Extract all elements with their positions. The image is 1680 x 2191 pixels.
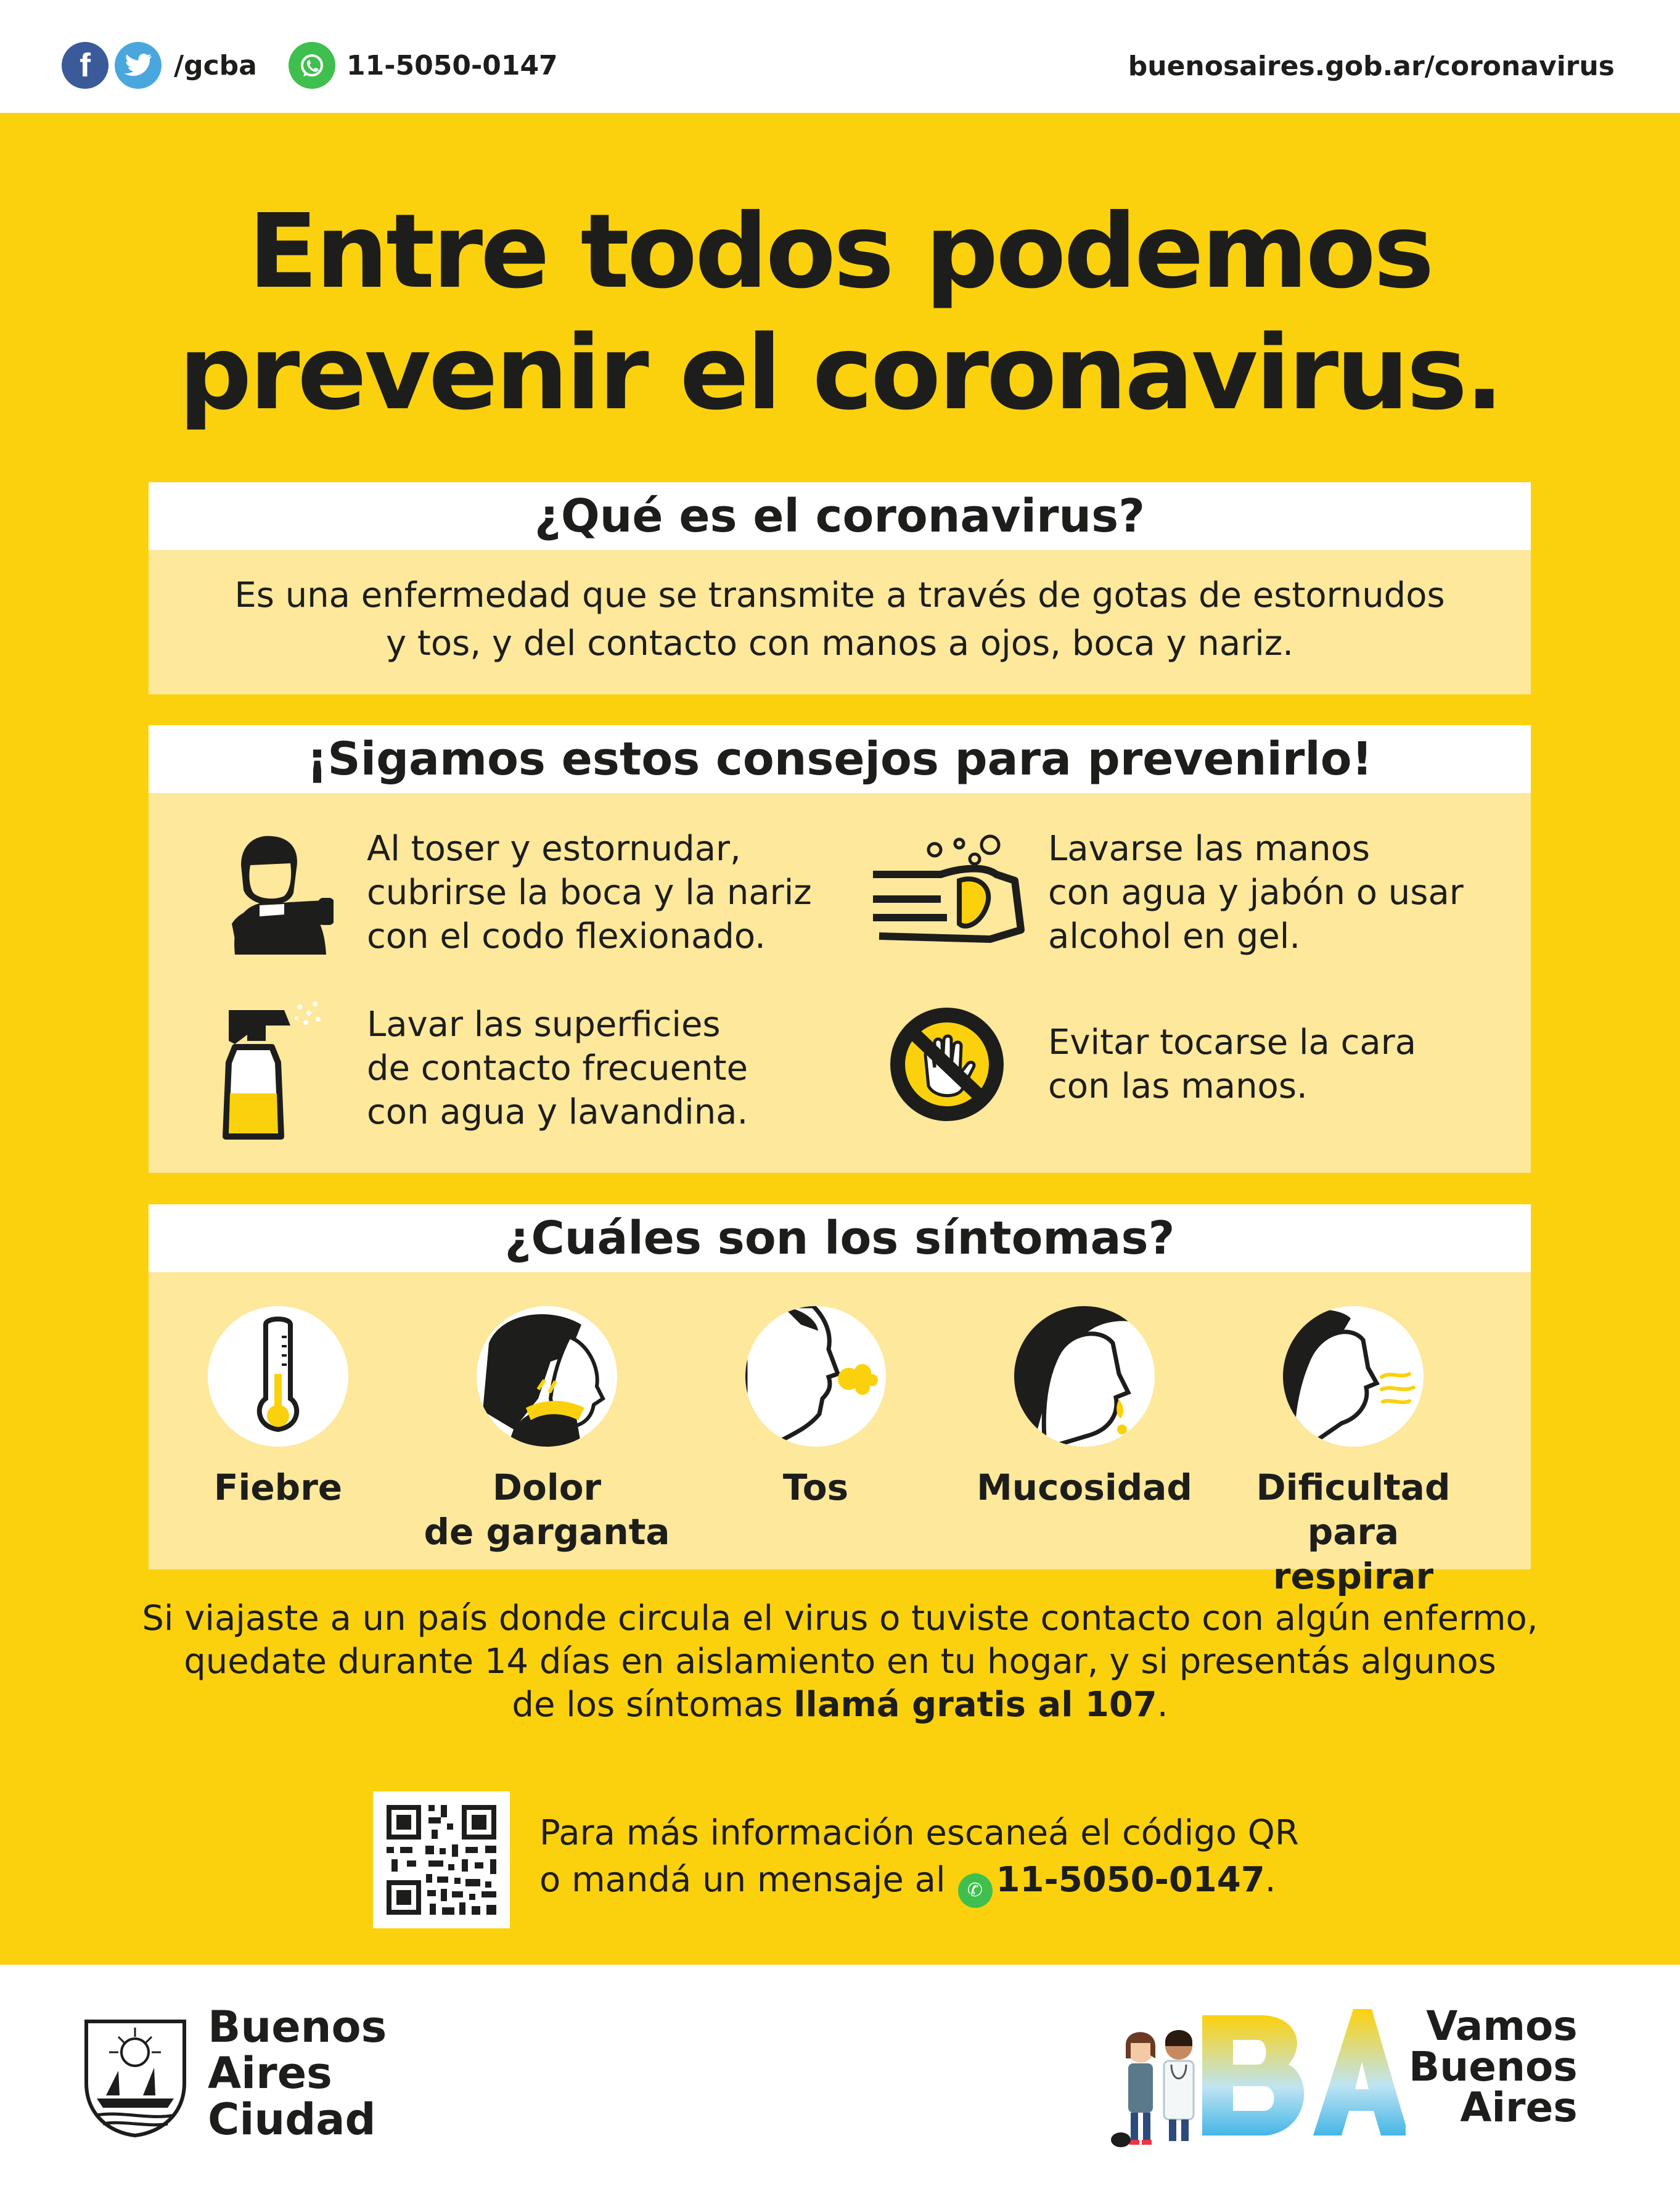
advice-line-3: [0, 1683, 1680, 1727]
tip-4-line-1: Evitar tocarse la cara: [1048, 1022, 1417, 1063]
page-title: [0, 191, 1680, 434]
campaign-line-3: Aires: [1460, 2084, 1578, 2131]
symptom-sore-throat-label: [417, 1465, 676, 1554]
advice-line-3-prefix: de los síntomas: [512, 1685, 794, 1725]
tip-hand-washing: [854, 827, 1464, 958]
social-handle[interactable]: /gcba: [174, 49, 257, 81]
cough-icon: [745, 1306, 886, 1447]
whatsapp-contact: [289, 42, 558, 89]
whatsapp-number[interactable]: 11-5050-0147: [346, 49, 558, 81]
advice-line-2: quedate durante 14 días en aislamiento en tu hogar, y si presentás algunos: [184, 1642, 1496, 1682]
tip-3-line-1: Lavar las superficies: [367, 1005, 721, 1045]
what-is-line-1: Es una enfermedad que se transmite a través de gotas de estornudos: [234, 575, 1445, 615]
symptom-fever-label: [149, 1465, 408, 1510]
more-info-line-2-prefix: o mandá un mensaje al: [539, 1860, 946, 1900]
more-info-line-2: [539, 1857, 1299, 1908]
advice-line-3-suffix: .: [1157, 1685, 1168, 1725]
whatsapp-icon[interactable]: [289, 42, 335, 89]
tip-4-text: [1048, 1021, 1416, 1108]
tip-2-line-2: con agua y jabón o usar: [1048, 873, 1464, 913]
headline-line-1: Entre todos podemos: [248, 192, 1432, 311]
whatsapp-small-icon: ✆: [958, 1873, 993, 1908]
what-is-description: [149, 572, 1531, 668]
sore-throat-line-2: de garganta: [424, 1511, 670, 1553]
twitter-icon[interactable]: [115, 42, 162, 89]
tip-1-line-1: Al toser y estornudar,: [367, 829, 741, 869]
campaign-line-1: Vamos: [1426, 2002, 1578, 2050]
tip-4-line-2: con las manos.: [1048, 1066, 1308, 1106]
tip-2-line-3: alcohol en gel.: [1048, 916, 1301, 956]
what-is-title: ¿Qué es el coronavirus?: [149, 482, 1531, 550]
tips-title: ¡Sigamos estos consejos para prevenirlo!: [149, 725, 1531, 793]
hotline-call[interactable]: llamá gratis al 107: [793, 1685, 1157, 1725]
characters-illustration: [1111, 2030, 1194, 2147]
ba-campaign-mark: [1110, 1997, 1406, 2157]
fever-line-1: Fiebre: [213, 1466, 343, 1508]
symptom-mucus-label: [955, 1465, 1214, 1510]
headline-line-2: prevenir el coronavirus.: [178, 314, 1502, 433]
runny-nose-icon: [1014, 1306, 1155, 1447]
city-seal-icon: [81, 2009, 189, 2139]
vamos-buenos-aires-logo: [1110, 1997, 1603, 2157]
symptom-sore-throat: [417, 1306, 676, 1554]
city-logo-line-1: Buenos: [208, 2002, 387, 2052]
spray-bottle-icon: [173, 1007, 358, 1130]
facebook-icon[interactable]: f: [62, 42, 109, 89]
breathing-difficulty-icon: [1283, 1306, 1424, 1447]
what-is-line-2: y tos, y del contacto con manos a ojos, boca y nariz.: [385, 623, 1294, 664]
symptoms-title: ¿Cuáles son los síntomas?: [149, 1204, 1531, 1272]
sore-throat-line-1: Dolor: [492, 1466, 602, 1508]
campaign-line-2: Buenos: [1409, 2043, 1578, 2090]
more-info-line-1: Para más información escaneá el código QR: [539, 1813, 1299, 1853]
tip-3-text: [367, 1003, 748, 1134]
cough-line-1: Tos: [782, 1466, 849, 1508]
city-logo-line-3: Ciudad: [208, 2094, 376, 2145]
more-info-phone[interactable]: 11-5050-0147: [996, 1860, 1265, 1900]
symptom-cough-label: [686, 1465, 945, 1510]
breathing-line-2: para respirar: [1272, 1511, 1434, 1597]
tip-clean-surfaces: [173, 1003, 748, 1134]
tip-1-line-3: con el codo flexionado.: [367, 916, 766, 956]
social-links: [62, 42, 257, 89]
advice-line-1: Si viajaste a un país donde circula el virus o tuviste contacto con algún enfermo,: [142, 1598, 1538, 1638]
campaign-text: [1409, 2002, 1578, 2131]
more-info-line-2-suffix: .: [1264, 1860, 1276, 1900]
what-is-panel: [149, 482, 1531, 694]
buenos-aires-ciudad-logo: [81, 2004, 387, 2143]
city-logo-text: [208, 2004, 387, 2143]
website-link[interactable]: buenosaires.gob.ar/coronavirus: [1128, 51, 1615, 82]
tip-cough-elbow: [173, 827, 812, 958]
prevention-tips-panel: [149, 725, 1531, 1173]
no-touch-face-icon: [854, 1003, 1039, 1126]
more-info: [539, 1810, 1299, 1908]
hand-washing-icon: [854, 831, 1039, 955]
travel-advice: [0, 1597, 1680, 1727]
symptom-breathing-label: [1224, 1465, 1483, 1598]
symptom-breathing: [1224, 1306, 1483, 1598]
symptom-cough: [686, 1306, 945, 1510]
thermometer-icon: [208, 1306, 348, 1447]
breathing-line-1: Dificultad: [1256, 1466, 1451, 1508]
cough-elbow-icon: [173, 831, 358, 955]
tip-1-line-2: cubrirse la boca y la nariz: [367, 873, 812, 913]
symptom-mucus: [955, 1306, 1214, 1510]
tip-avoid-touching-face: [854, 1003, 1416, 1126]
tip-3-line-3: con agua y lavandina.: [367, 1092, 748, 1132]
symptom-fever: [149, 1306, 408, 1510]
qr-code[interactable]: [373, 1791, 510, 1928]
symptoms-panel: [149, 1204, 1531, 1597]
city-logo-line-2: Aires: [208, 2048, 332, 2099]
tip-2-line-1: Lavarse las manos: [1048, 829, 1371, 869]
sore-throat-icon: [477, 1306, 617, 1447]
mucus-line-1: Mucosidad: [977, 1466, 1192, 1508]
tip-1-text: [367, 827, 812, 958]
tip-2-text: [1048, 827, 1464, 958]
tip-3-line-2: de contacto frecuente: [367, 1048, 748, 1088]
